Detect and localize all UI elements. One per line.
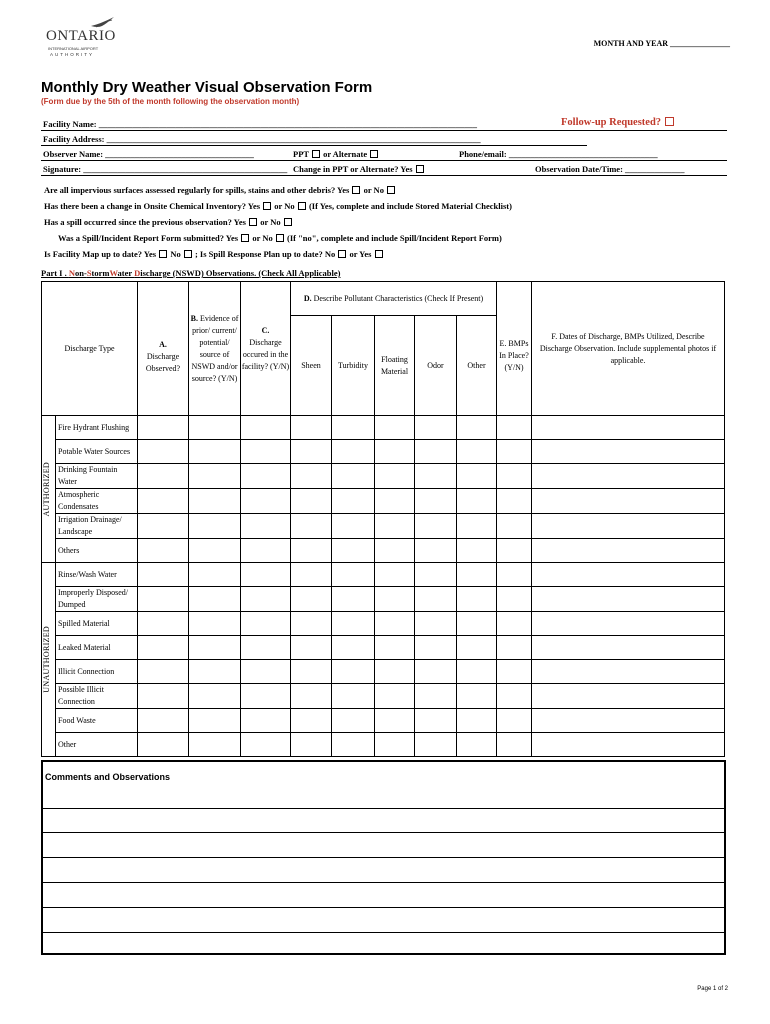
cell[interactable] — [138, 464, 189, 489]
nswd-observation-table — [41, 281, 725, 757]
month-and-year-field[interactable]: MONTH AND YEAR _______________ — [593, 39, 730, 48]
signature-field[interactable]: Signature: ________________________________________________ — [43, 164, 288, 174]
question-spill-occurred — [44, 217, 293, 227]
table-row — [42, 587, 725, 612]
cell[interactable] — [138, 539, 189, 563]
table-row — [42, 733, 725, 757]
cell[interactable] — [189, 440, 241, 464]
comment-line — [43, 932, 724, 933]
cell[interactable] — [138, 416, 189, 440]
cell[interactable] — [189, 539, 241, 563]
cell[interactable] — [291, 416, 332, 440]
facility-address-field[interactable]: Facility Address: ________________________________________________________________________________________ — [43, 134, 481, 144]
cell[interactable] — [189, 612, 241, 636]
question-text: No — [170, 249, 181, 259]
header-col-f: F. Dates of Discharge, BMPs Utilized, Describe Discharge Observation. Include supplemental photos if applicable. — [532, 282, 725, 416]
cell[interactable] — [457, 733, 497, 757]
table-row — [42, 514, 725, 539]
logo-subtext-authority: AUTHORITY — [50, 52, 95, 57]
checkbox-icon[interactable] — [352, 186, 360, 194]
checkbox-icon[interactable] — [387, 186, 395, 194]
part-one-title — [41, 268, 341, 278]
cell[interactable] — [457, 539, 497, 563]
header-discharge-type: Discharge Type — [42, 282, 138, 416]
table-row — [42, 709, 725, 733]
col-b-text: Evidence of prior/ current/ potential/ source of NSWD and/or source? (Y/N) — [191, 313, 239, 383]
checkbox-icon[interactable] — [284, 218, 292, 226]
cell[interactable] — [532, 440, 725, 464]
cell[interactable] — [415, 660, 457, 684]
checkbox-icon[interactable] — [276, 234, 284, 242]
comments-box[interactable] — [41, 760, 726, 955]
cell[interactable] — [189, 660, 241, 684]
ppt-label: PPT — [293, 149, 309, 159]
cell[interactable] — [415, 489, 457, 514]
question-text: Are all impervious surfaces assessed regularly for spills, stains and other debris? Yes — [44, 185, 350, 195]
cell[interactable] — [532, 489, 725, 514]
cell[interactable] — [375, 684, 415, 709]
cell[interactable] — [457, 489, 497, 514]
cell[interactable] — [457, 660, 497, 684]
phone-email-field[interactable]: Phone/email: ___________________________________ — [459, 149, 658, 159]
cell[interactable] — [457, 514, 497, 539]
divider — [41, 175, 727, 176]
row-label: Potable Water Sources — [56, 440, 138, 464]
cell[interactable] — [457, 684, 497, 709]
form-title: Monthly Dry Weather Visual Observation Form — [41, 79, 373, 96]
cell[interactable] — [375, 587, 415, 612]
comment-line — [43, 907, 724, 908]
cell[interactable] — [375, 440, 415, 464]
cell[interactable] — [415, 636, 457, 660]
cell[interactable] — [457, 636, 497, 660]
follow-up-label: Follow-up Requested? — [561, 117, 662, 128]
cell[interactable] — [332, 440, 375, 464]
cell[interactable] — [332, 636, 375, 660]
cell[interactable] — [241, 733, 291, 757]
ppt-or-alternate — [293, 149, 379, 159]
cell[interactable] — [189, 733, 241, 757]
cell[interactable] — [332, 612, 375, 636]
cell[interactable] — [138, 563, 189, 587]
cell[interactable] — [457, 440, 497, 464]
cell[interactable] — [415, 539, 457, 563]
row-label: Drinking Fountain Water — [56, 464, 138, 489]
comment-line — [43, 832, 724, 833]
cell[interactable] — [138, 440, 189, 464]
cell[interactable] — [189, 563, 241, 587]
cell[interactable] — [415, 684, 457, 709]
cell[interactable] — [241, 636, 291, 660]
page-number: Page 1 of 2 — [697, 986, 728, 992]
question-text: Was a Spill/Incident Report Form submitted? Yes — [58, 233, 239, 243]
cell[interactable] — [241, 489, 291, 514]
cell[interactable] — [532, 539, 725, 563]
follow-up-requested[interactable] — [561, 117, 675, 128]
question-text: or Yes — [349, 249, 372, 259]
form-subtitle: (Form due by the 5th of the month following the observation month) — [41, 97, 300, 106]
observation-datetime-field[interactable]: Observation Date/Time: ______________ — [535, 164, 685, 174]
cell[interactable] — [291, 514, 332, 539]
row-label: Illicit Connection — [56, 660, 138, 684]
cell[interactable] — [497, 464, 532, 489]
cell[interactable] — [375, 636, 415, 660]
cell[interactable] — [532, 612, 725, 636]
divider — [41, 130, 727, 131]
cell[interactable] — [332, 416, 375, 440]
unauthorized-label: UNAUTHORIZED — [42, 626, 51, 693]
cell[interactable] — [241, 709, 291, 733]
question-text: or No — [274, 201, 295, 211]
cell[interactable] — [497, 684, 532, 709]
cell[interactable] — [497, 709, 532, 733]
cell[interactable] — [291, 489, 332, 514]
question-spill-report-submitted — [58, 233, 502, 243]
cell[interactable] — [189, 489, 241, 514]
row-label: Other — [56, 733, 138, 757]
observer-name-field[interactable]: Observer Name: ___________________________________ — [43, 149, 254, 159]
col-a-text: Discharge Observed? — [145, 351, 181, 373]
facility-name-field[interactable]: Facility Name: _________________________________________________________________________________________ — [43, 119, 477, 129]
row-label: Food Waste — [56, 709, 138, 733]
cell[interactable] — [497, 660, 532, 684]
cell[interactable] — [375, 709, 415, 733]
cell[interactable] — [332, 587, 375, 612]
cell[interactable] — [497, 733, 532, 757]
cell[interactable] — [332, 514, 375, 539]
cell[interactable] — [457, 563, 497, 587]
comment-line — [43, 808, 724, 809]
row-label: Fire Hydrant Flushing — [56, 416, 138, 440]
cell[interactable] — [241, 660, 291, 684]
cell[interactable] — [189, 416, 241, 440]
cell[interactable] — [415, 563, 457, 587]
cell[interactable] — [189, 514, 241, 539]
cell[interactable] — [291, 563, 332, 587]
cell[interactable] — [497, 612, 532, 636]
question-text: or No — [260, 217, 281, 227]
col-d-letter: D. — [303, 293, 312, 303]
row-label: Possible Illicit Connection — [56, 684, 138, 709]
cell[interactable] — [375, 489, 415, 514]
header-col-d — [291, 282, 497, 316]
cell[interactable] — [241, 612, 291, 636]
checkbox-icon[interactable] — [241, 234, 249, 242]
col-d-text: Describe Pollutant Characteristics (Check If Present) — [313, 293, 484, 303]
cell[interactable] — [532, 733, 725, 757]
cell[interactable] — [291, 440, 332, 464]
cell[interactable] — [138, 489, 189, 514]
unauthorized-group-label — [42, 563, 56, 757]
change-ppt-label: Change in PPT or Alternate? Yes — [293, 164, 413, 174]
ontario-airport-logo — [46, 16, 116, 57]
cell[interactable] — [189, 684, 241, 709]
cell[interactable] — [415, 416, 457, 440]
acronym-letter: D — [134, 268, 141, 278]
cell[interactable] — [532, 587, 725, 612]
acronym-letter: N — [68, 268, 75, 278]
cell[interactable] — [415, 464, 457, 489]
table-row — [42, 612, 725, 636]
cell[interactable] — [532, 563, 725, 587]
question-text: (If Yes, complete and include Stored Material Checklist) — [308, 201, 512, 211]
cell[interactable] — [332, 684, 375, 709]
col-a-letter: A. — [159, 339, 167, 349]
cell[interactable] — [291, 612, 332, 636]
cell[interactable] — [497, 636, 532, 660]
cell[interactable] — [291, 660, 332, 684]
header-floating-material: Floating Material — [375, 316, 415, 416]
header-col-a — [138, 282, 189, 416]
checkbox-icon[interactable] — [298, 202, 306, 210]
cell[interactable] — [291, 684, 332, 709]
row-label: Spilled Material — [56, 612, 138, 636]
cell[interactable] — [241, 416, 291, 440]
cell[interactable] — [375, 733, 415, 757]
cell[interactable] — [241, 440, 291, 464]
header-col-c — [241, 282, 291, 416]
cell[interactable] — [457, 464, 497, 489]
cell[interactable] — [532, 660, 725, 684]
cell[interactable] — [241, 563, 291, 587]
question-text: (If "no", complete and include Spill/Incident Report Form) — [286, 233, 502, 243]
part-text: ater — [117, 268, 135, 278]
table-row — [42, 440, 725, 464]
cell[interactable] — [138, 587, 189, 612]
cell[interactable] — [241, 464, 291, 489]
cell[interactable] — [332, 733, 375, 757]
cell[interactable] — [138, 684, 189, 709]
checkbox-icon[interactable] — [416, 165, 424, 173]
row-label: Rinse/Wash Water — [56, 563, 138, 587]
cell[interactable] — [457, 612, 497, 636]
cell[interactable] — [375, 563, 415, 587]
cell[interactable] — [375, 660, 415, 684]
cell[interactable] — [375, 539, 415, 563]
cell[interactable] — [332, 563, 375, 587]
part-text: on- — [75, 268, 87, 278]
cell[interactable] — [332, 489, 375, 514]
header-turbidity: Turbidity — [332, 316, 375, 416]
cell[interactable] — [291, 464, 332, 489]
header-sheen: Sheen — [291, 316, 332, 416]
cell[interactable] — [497, 416, 532, 440]
cell[interactable] — [532, 416, 725, 440]
checkbox-icon[interactable] — [370, 150, 378, 158]
table-row — [42, 489, 725, 514]
question-text: Has there been a change in Onsite Chemical Inventory? Yes — [44, 201, 261, 211]
cell[interactable] — [138, 660, 189, 684]
row-label: Others — [56, 539, 138, 563]
cell[interactable] — [291, 709, 332, 733]
cell[interactable] — [532, 464, 725, 489]
authorized-label: AUTHORIZED — [42, 461, 51, 517]
comment-line — [43, 882, 724, 883]
cell[interactable] — [415, 514, 457, 539]
row-label: Improperly Disposed/ Dumped — [56, 587, 138, 612]
cell[interactable] — [291, 636, 332, 660]
part-text: torm — [91, 268, 110, 278]
cell[interactable] — [375, 464, 415, 489]
cell[interactable] — [332, 539, 375, 563]
cell[interactable] — [138, 514, 189, 539]
cell[interactable] — [415, 440, 457, 464]
table-row — [42, 660, 725, 684]
cell[interactable] — [138, 612, 189, 636]
checkbox-icon[interactable] — [159, 250, 167, 258]
cell[interactable] — [189, 709, 241, 733]
cell[interactable] — [415, 709, 457, 733]
checkbox-icon[interactable] — [263, 202, 271, 210]
cell[interactable] — [457, 587, 497, 612]
table-row — [42, 636, 725, 660]
comments-title: Comments and Observations — [45, 772, 171, 782]
cell[interactable] — [332, 464, 375, 489]
question-text: ; Is Spill Response Plan up to date? No — [194, 249, 336, 259]
question-chemical-inventory — [44, 201, 512, 211]
cell[interactable] — [138, 709, 189, 733]
cell[interactable] — [532, 709, 725, 733]
table-row — [42, 416, 725, 440]
question-impervious-surfaces — [44, 185, 396, 195]
cell[interactable] — [291, 539, 332, 563]
checkbox-icon[interactable] — [249, 218, 257, 226]
cell[interactable] — [241, 684, 291, 709]
question-text: Is Facility Map up to date? Yes — [44, 249, 157, 259]
change-in-ppt — [293, 164, 425, 174]
cell[interactable] — [415, 587, 457, 612]
table-row — [42, 684, 725, 709]
cell[interactable] — [497, 514, 532, 539]
cell[interactable] — [497, 489, 532, 514]
acronym-letter: S — [86, 268, 92, 278]
col-c-letter: C. — [261, 325, 270, 335]
header-col-e: E. BMPs In Place? (Y/N) — [497, 282, 532, 416]
cell[interactable] — [415, 612, 457, 636]
cell[interactable] — [457, 709, 497, 733]
cell[interactable] — [189, 587, 241, 612]
cell[interactable] — [375, 514, 415, 539]
row-label: Leaked Material — [56, 636, 138, 660]
header-other: Other — [457, 316, 497, 416]
checkbox-icon[interactable] — [375, 250, 383, 258]
checkbox-icon[interactable] — [312, 150, 320, 158]
cell[interactable] — [332, 660, 375, 684]
checkbox-icon[interactable] — [184, 250, 192, 258]
facility-info-block — [41, 117, 727, 177]
acronym-letter: W — [109, 268, 118, 278]
cell[interactable] — [375, 416, 415, 440]
header-odor: Odor — [415, 316, 457, 416]
question-text: or No — [252, 233, 273, 243]
comment-line — [43, 857, 724, 858]
row-label: Atmospheric Condensates — [56, 489, 138, 514]
cell[interactable] — [497, 539, 532, 563]
authorized-group-label — [42, 416, 56, 563]
cell[interactable] — [138, 733, 189, 757]
cell[interactable] — [375, 612, 415, 636]
cell[interactable] — [497, 587, 532, 612]
table-row — [42, 563, 725, 587]
logo-subtext: INTERNATIONAL AIRPORT — [48, 46, 99, 51]
part-text: ischarge (NSWD) Observations. (Check All Applicable) — [140, 268, 341, 278]
table-row — [42, 464, 725, 489]
cell[interactable] — [332, 709, 375, 733]
logo-wordmark: ONTARIO — [46, 28, 116, 44]
cell[interactable] — [241, 587, 291, 612]
question-text: Has a spill occurred since the previous observation? Yes — [44, 217, 246, 227]
cell[interactable] — [457, 416, 497, 440]
col-c-text: Discharge occured in the facility? (Y/N) — [241, 337, 290, 371]
cell[interactable] — [291, 587, 332, 612]
cell[interactable] — [415, 733, 457, 757]
checkbox-icon[interactable] — [338, 250, 346, 258]
cell[interactable] — [189, 464, 241, 489]
cell[interactable] — [497, 440, 532, 464]
divider — [41, 145, 587, 146]
cell[interactable] — [189, 636, 241, 660]
header-col-b — [189, 282, 241, 416]
cell[interactable] — [241, 539, 291, 563]
alternate-label: or Alternate — [323, 149, 368, 159]
row-label: Irrigation Drainage/ Landscape — [56, 514, 138, 539]
question-text: or No — [363, 185, 384, 195]
table-row — [42, 539, 725, 563]
cell[interactable] — [291, 733, 332, 757]
cell[interactable] — [241, 514, 291, 539]
cell[interactable] — [532, 636, 725, 660]
part-prefix: Part I . — [41, 268, 69, 278]
cell[interactable] — [532, 684, 725, 709]
divider — [41, 160, 727, 161]
cell[interactable] — [497, 563, 532, 587]
cell[interactable] — [138, 636, 189, 660]
col-b-letter: B. — [190, 313, 198, 323]
question-map-and-plan — [44, 249, 384, 259]
cell[interactable] — [532, 514, 725, 539]
checkbox-icon[interactable] — [665, 117, 674, 126]
